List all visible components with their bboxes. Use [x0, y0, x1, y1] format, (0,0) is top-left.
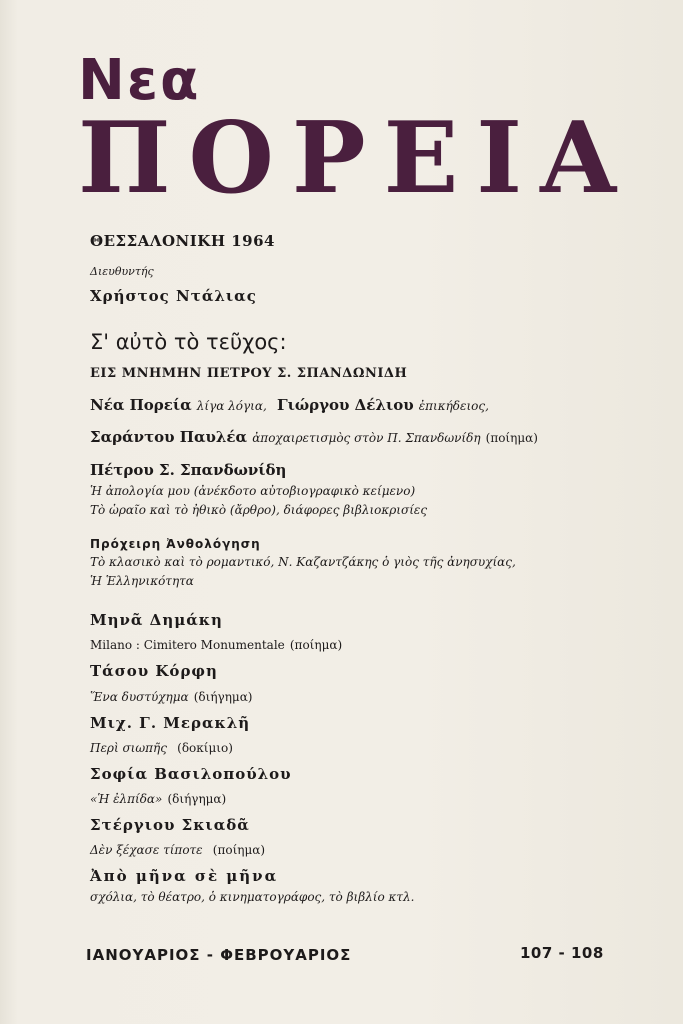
work-den-xechase: Δὲν ξέχασε τίποτε — [90, 843, 203, 857]
author-skiada: Στέργιου Σκιαδᾶ — [90, 816, 250, 834]
work-oraio: Τὸ ὡραῖο καὶ τὸ ἠθικὸ (ἄρθρο), διάφορες βιβλιοκρισίες — [90, 503, 428, 517]
work-kind: (διήγημα) — [193, 690, 253, 704]
work-epikideios: ἐπικήδειος, — [418, 399, 489, 413]
work-milano: Milano : Cimitero Monumentale — [90, 638, 285, 652]
work-dystychima: Ἕνα δυστύχημα — [90, 690, 189, 704]
work-liga-logia: λίγα λόγια, — [196, 399, 267, 413]
work-kind: (ποίημα) — [212, 843, 266, 857]
author-delios: Γιώργου Δέλιου — [276, 396, 414, 414]
vasilopoulou-work-line — [90, 788, 226, 807]
author-pavleas: Σαράντου Παυλέα — [90, 428, 248, 446]
work-apologia: Ἡ ἀπολογία μου (ἀνέκδοτο αὐτοβιογραφικὸ κείμενο) — [90, 484, 416, 498]
skiada-work-line — [90, 839, 265, 858]
issue-months: ΙΑΝΟΥΑΡΙΟΣ - ΦΕΒΡΟΥΑΡΙΟΣ — [86, 946, 352, 964]
author-merakli: Μιχ. Γ. Μερακλῆ — [90, 714, 251, 732]
work-apochairetismos: ἀποχαιρετισμὸς στὸν Π. Σπανδωνίδη — [252, 431, 481, 445]
korfi-work-line — [90, 686, 252, 705]
masthead-poreia: ΠΟΡΕΙΑ — [78, 101, 635, 216]
director-label: Διευθυντής — [90, 265, 154, 278]
contents-line-2 — [90, 427, 538, 446]
issue-heading: Σ' αὐτὸ τὸ τεῦχος: — [90, 330, 287, 354]
author-vasilopoulou: Σοφία Βασιλοπούλου — [90, 765, 292, 783]
work-elpida: «Ἡ ἐλπίδα» — [90, 792, 163, 806]
monthly-title: Ἀπὸ μῆνα σὲ μῆνα — [90, 867, 279, 885]
anthology-line-1: Τὸ κλασικὸ καὶ τὸ ρομαντικό, Ν. Καζαντζάκης ὁ γιὸς τῆς ἀνησυχίας, — [90, 555, 516, 569]
author-spandonidis: Πέτρου Σ. Σπανδωνίδη — [90, 461, 287, 479]
work-kind: (διήγημα) — [167, 792, 227, 806]
work-kind: (ποίημα) — [485, 431, 538, 445]
work-kind: (δοκίμιο) — [177, 741, 233, 755]
author-nea-poreia: Νέα Πορεία — [90, 396, 192, 414]
work-peri-siopis: Περὶ σιωπῆς — [90, 741, 167, 755]
masthead-nea: Νεα — [78, 48, 201, 113]
memorial-heading: ΕΙΣ ΜΝΗΜΗΝ ΠΕΤΡΟΥ Σ. ΣΠΑΝΔΩΝΙΔΗ — [90, 366, 408, 381]
city-year: ΘΕΣΣΑΛΟΝΙΚΗ 1964 — [90, 232, 275, 250]
work-kind: (ποίημα) — [289, 638, 343, 652]
author-dimaki: Μηνᾶ Δημάκη — [90, 611, 223, 629]
anthology-line-2: Ἡ Ἑλληνικότητα — [90, 574, 194, 588]
monthly-line: σχόλια, τὸ θέατρο, ὁ κινηματογράφος, τὸ βιβλίο κτλ. — [90, 890, 415, 904]
author-korfi: Τάσου Κόρφη — [90, 662, 218, 680]
director-name: Χρήστος Ντάλιας — [90, 287, 257, 305]
contents-line-1 — [90, 395, 489, 414]
dimaki-work-line — [90, 634, 342, 653]
issue-numbers: 107 - 108 — [520, 944, 604, 962]
merakli-work-line — [90, 737, 233, 756]
anthology-title: Πρόχειρη Ἀνθολόγηση — [90, 537, 261, 551]
